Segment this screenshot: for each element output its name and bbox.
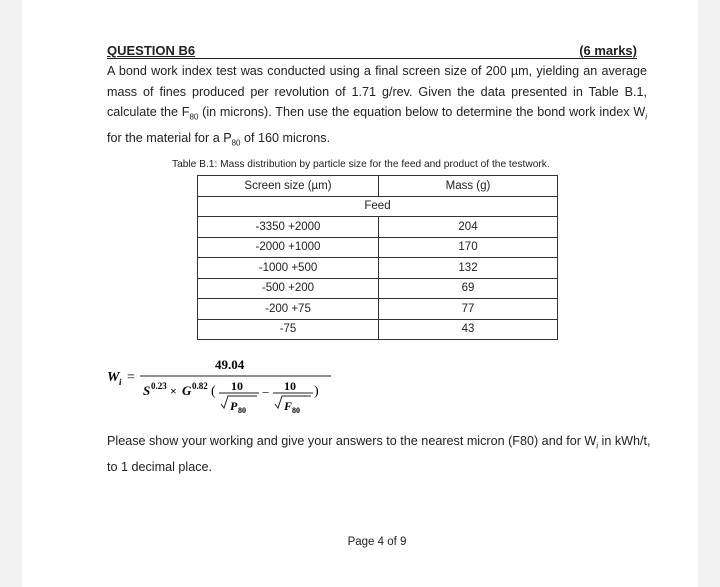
formula-g-exponent: 0.82 [192,381,208,391]
formula-p-var: P [230,399,238,413]
formula-equals: = [127,370,135,385]
formula-f-sub: 80 [292,406,300,415]
table-row [198,258,558,279]
question-paragraph [107,61,647,154]
formula-ten-2: 10 [284,379,296,393]
p80-subscript: 80 [231,138,241,148]
mass-cell: 77 [379,299,558,320]
mass-cell: 69 [379,278,558,299]
formula-lhs: W [107,370,120,385]
footer-text-1: Please show your working and give your answers to the nearest micron (F80) and for W [107,434,597,448]
table-row [198,319,558,340]
size-cell: -1000 +500 [198,258,379,279]
mass-cell: 170 [379,237,558,258]
question-marks: (6 marks) [579,43,637,58]
formula-numerator: 49.04 [215,357,245,372]
formula-p-sub: 80 [238,406,246,415]
header-mass: Mass (g) [379,176,558,197]
footer-text-2: in kWh/t, to 1 decimal place. [107,434,651,474]
size-cell: -500 +200 [198,278,379,299]
table-caption: Table B.1: Mass distribution by particle size for the feed and product of the testwork. [172,159,550,170]
para-text-1: A bond work index test was conducted using a final screen size of 200 µm, yielding an average mass of fines produced per revolution of 1.71 g/rev. Given the data presented in Table B.1, calculate the F [107,64,647,119]
para-text-4: of 160 microns. [240,131,331,146]
wi-subscript: i [645,112,647,122]
document-page [22,0,698,587]
table-row [198,278,558,299]
formula-s: S [143,383,151,398]
table-row [198,299,558,320]
formula-open-paren: ( [211,384,216,399]
mass-cell: 132 [379,258,558,279]
footer-wi-subscript: i [596,441,599,451]
header-screen-size: Screen size (µm) [198,176,379,197]
formula-minus: − [262,385,270,400]
formula-close-paren: ) [314,384,319,399]
mass-cell: 204 [379,217,558,238]
size-cell: -75 [198,319,379,340]
table-header-row [198,176,558,197]
section-feed: Feed [198,196,558,217]
size-cell: -200 +75 [198,299,379,320]
formula-g: G [182,383,192,398]
table-row [198,237,558,258]
formula-times: × [170,384,177,398]
question-header [107,43,637,59]
table-row [198,217,558,238]
para-text-2: (in microns). Then use the equation below to determine the bond work index W [198,105,646,119]
page-number: Page 4 of 9 [347,536,407,548]
instructions-paragraph [107,431,652,478]
mass-cell: 43 [379,319,558,340]
para-text-3: for the material for a P [107,131,232,146]
bond-work-index-formula [107,355,337,425]
formula-lhs-subscript: i [119,377,122,387]
question-label: QUESTION B6 [107,43,196,58]
table-section-row [198,196,558,217]
mass-distribution-table [197,175,558,340]
f80-subscript: 80 [189,112,199,122]
formula-f-var: F [284,399,293,413]
formula-s-exponent: 0.23 [151,381,167,391]
formula-ten-1: 10 [231,379,243,393]
size-cell: -2000 +1000 [198,237,379,258]
size-cell: -3350 +2000 [198,217,379,238]
